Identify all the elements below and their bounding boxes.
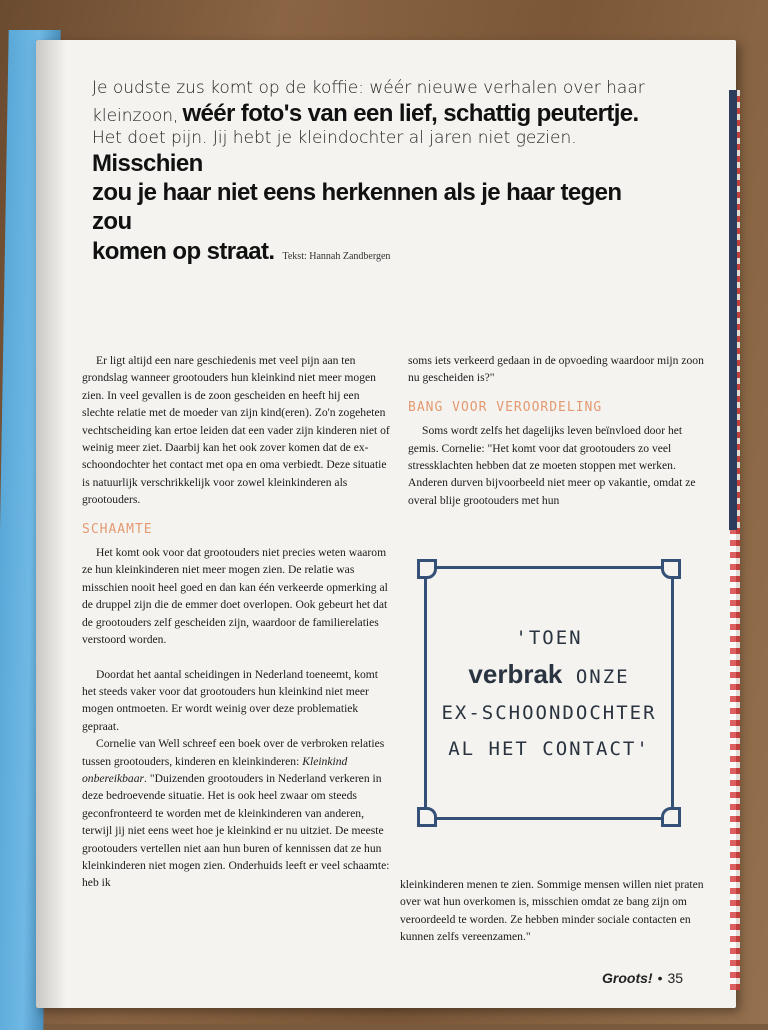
section-heading-veroordeling: BANG VOOR VEROORDELING [408, 399, 603, 415]
intro-emphasis: Misschien [92, 149, 203, 177]
right-column-bottom [400, 876, 706, 946]
article-intro [92, 78, 652, 266]
quote-emphasis: verbrak [468, 658, 563, 689]
magazine-logo: Groots! [602, 970, 653, 986]
quote-line: EX-SCHOONDOCHTER [441, 701, 657, 724]
book-title: Kleinkind onbereikbaar [82, 754, 348, 785]
author-credit: Tekst: Hannah Zandbergen [282, 250, 391, 262]
paragraph: soms iets verkeerd gedaan in de opvoeding waardoor mijn zoon nu gescheiden is?" [408, 354, 704, 385]
page-footer [602, 970, 683, 986]
text-run: Cornelie van Well schreef een boek over de verbroken relaties tussen grootouders, kinderen en kleinkinderen: [82, 737, 385, 768]
footer-bullet: • [657, 970, 663, 986]
quote-line: 'TOEN [515, 626, 583, 649]
intro-emphasis: wéér foto's van een lief, schattig peutertje. [182, 99, 639, 127]
intro-emphasis: zou je haar niet eens herkennen als je haar tegen zou [92, 179, 622, 236]
left-column [82, 352, 390, 892]
right-column [408, 352, 704, 509]
intro-line: Het doet pijn. Jij hebt je kleindochter al jaren niet gezien. [92, 128, 577, 148]
page-number: 35 [667, 970, 684, 986]
page-gutter-shadow [36, 40, 66, 1008]
intro-emphasis: komen op straat. [92, 237, 275, 265]
page-edge-tab [729, 90, 737, 530]
paragraph: Doordat het aantal scheidingen in Nederland toeneemt, komt het steeds vaker voor dat grootouders hun kleinkind niet meer mogen ontmoeten. Er wordt weinig over deze problematiek gepraat. [82, 667, 379, 733]
quote-line: AL HET CONTACT' [448, 737, 650, 760]
text-run: . "Duizenden grootouders in Nederland verkeren in deze bedroevende situatie. Het is ook heel zwaar om steeds geconfronteerd te worden met de kleinkinderen van anderen, terwijl jij niet eens weet hoe je kleinkind er nu uitziet. De meeste grootouders vertellen niet aan hun buren of kennissen dat ze hun kleinkinderen niet mogen zien. Onderhuids leeft er veel schaamte: heb ik [82, 771, 390, 890]
paragraph: kleinkinderen menen te zien. Sommige mensen willen niet praten over wat hun overkomen is, misschien omdat ze bang zijn om veroordeeld te worden. Ze hebben minder sociale contacten en kunnen zelfs vereenzamen." [400, 878, 704, 944]
quote-line [468, 656, 629, 695]
pull-quote [424, 566, 674, 820]
quote-text: ONZE [575, 665, 630, 688]
section-heading-schaamte: SCHAAMTE [82, 521, 153, 537]
frame-corner [417, 807, 437, 827]
paragraph: Er ligt altijd een nare geschiedenis met veel pijn aan ten grondslag wanneer grootouders hun kleinkind niet meer mogen zien. In veel gevallen is de zoon gescheiden en heeft hij een slechte relatie met de moeder van zijn kind(eren). Zo'n zogeheten vechtscheiding kan ertoe leiden dat een vader zijn kinderen niet of weinig meer ziet. Daarbij kan het ook zover komen dat de ex-schoondochter het contact met opa en oma verbiedt. Deze situatie is natuurlijk verschrikkelijk voor zowel kleinkinderen als grootouders. [82, 354, 390, 507]
frame-corner [661, 559, 681, 579]
intro-line: Je oudste zus komt op de koffie: wéér nieuwe verhalen over haar [92, 78, 645, 98]
intro-line: kleinzoon, [92, 105, 179, 126]
paragraph: Het komt ook voor dat grootouders niet precies weten waarom ze hun kleinkinderen niet meer mogen zien. De relatie was misschien nooit heel goed en dan kan één verkeerde opmerking al de druppel zijn die de emmer doet overlopen. Ook gebeurt het dat de grootouders zelf gescheiden zijn, waardoor de familierelaties verstoord worden. [82, 546, 388, 647]
paragraph: Soms wordt zelfs het dagelijks leven beïnvloed door het gemis. Cornelie: "Het komt voor dat grootouders zo veel stressklachten hebben dat ze moeten stoppen met werken. Anderen durven bijvoorbeeld niet meer op vakantie, omdat ze overal blije grootouders met hun [408, 424, 696, 507]
paragraph [82, 735, 390, 892]
